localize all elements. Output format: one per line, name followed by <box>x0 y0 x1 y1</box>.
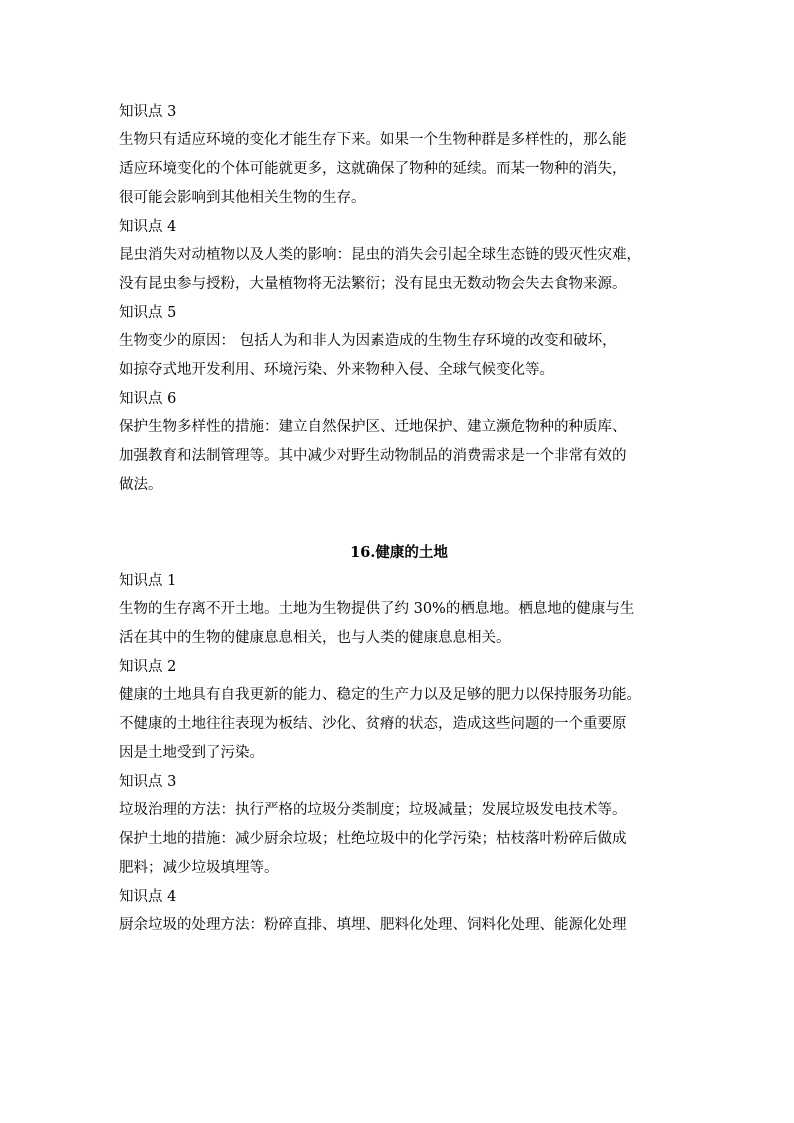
knowledge-point-heading: 知识点 5 <box>119 305 177 321</box>
text-line: 因是土地受到了污染。 <box>119 745 264 761</box>
knowledge-point-heading: 知识点 6 <box>119 391 177 407</box>
text-line: 很可能会影响到其他相关生物的生存。 <box>119 190 366 206</box>
text-line: 垃圾治理的方法：执行严格的垃圾分类制度；垃圾减量；发展垃圾发电技术等。 <box>119 802 627 818</box>
knowledge-point-heading: 知识点 2 <box>119 659 177 675</box>
text-line: 保护生物多样性的措施：建立自然保护区、迁地保护、建立濒危物种的种质库、 <box>119 419 627 435</box>
section-spacer <box>119 500 679 539</box>
text-line: 不健康的土地往往表现为板结、沙化、贫瘠的状态，造成这些问题的一个重要原 <box>119 716 627 732</box>
knowledge-point-heading: 知识点 1 <box>119 573 177 589</box>
text-line: 适应环境变化的个体可能就更多，这就确保了物种的延续。而某一物种的消失， <box>119 161 627 177</box>
knowledge-point-heading: 知识点 3 <box>119 774 177 790</box>
text-line: 加强教育和法制管理等。其中减少对野生动物制品的消费需求是一个非常有效的 <box>119 448 627 464</box>
text-line: 健康的土地具有自我更新的能力、稳定的生产力以及足够的肥力以保持服务功能。 <box>119 687 641 703</box>
text-line: 生物的生存离不开土地。土地为生物提供了约 30%的栖息地。栖息地的健康与生 <box>119 601 635 617</box>
knowledge-point-heading: 知识点 3 <box>119 104 177 120</box>
text-line: 生物只有适应环境的变化才能生存下来。如果一个生物种群是多样性的，那么能 <box>119 132 627 148</box>
text-line: 昆虫消失对动植物以及人类的影响：昆虫的消失会引起全球生态链的毁灭性灾难， <box>119 247 641 263</box>
text-line: 做法。 <box>119 477 163 493</box>
knowledge-point-heading: 知识点 4 <box>119 889 177 905</box>
text-line: 如掠夺式地开发利用、环境污染、外来物种入侵、全球气候变化等。 <box>119 362 554 378</box>
knowledge-point-heading: 知识点 4 <box>119 219 177 235</box>
text-line: 没有昆虫参与授粉，大量植物将无法繁衍；没有昆虫无数动物会失去食物来源。 <box>119 276 627 292</box>
text-line: 保护土地的措施：减少厨余垃圾；杜绝垃圾中的化学污染；枯枝落叶粉碎后做成 <box>119 831 627 847</box>
text-line: 肥料；减少垃圾填埋等。 <box>119 860 279 876</box>
page-content <box>119 98 679 940</box>
text-line: 厨余垃圾的处理方法：粉碎直排、填埋、肥料化处理、饲料化处理、能源化处理 <box>119 917 627 933</box>
text-line: 活在其中的生物的健康息息相关，也与人类的健康息息相关。 <box>119 630 511 646</box>
text-line: 生物变少的原因： 包括人为和非人为因素造成的生物生存环境的改变和破坏， <box>119 333 617 349</box>
section-title: 16.健康的土地 <box>350 544 448 561</box>
